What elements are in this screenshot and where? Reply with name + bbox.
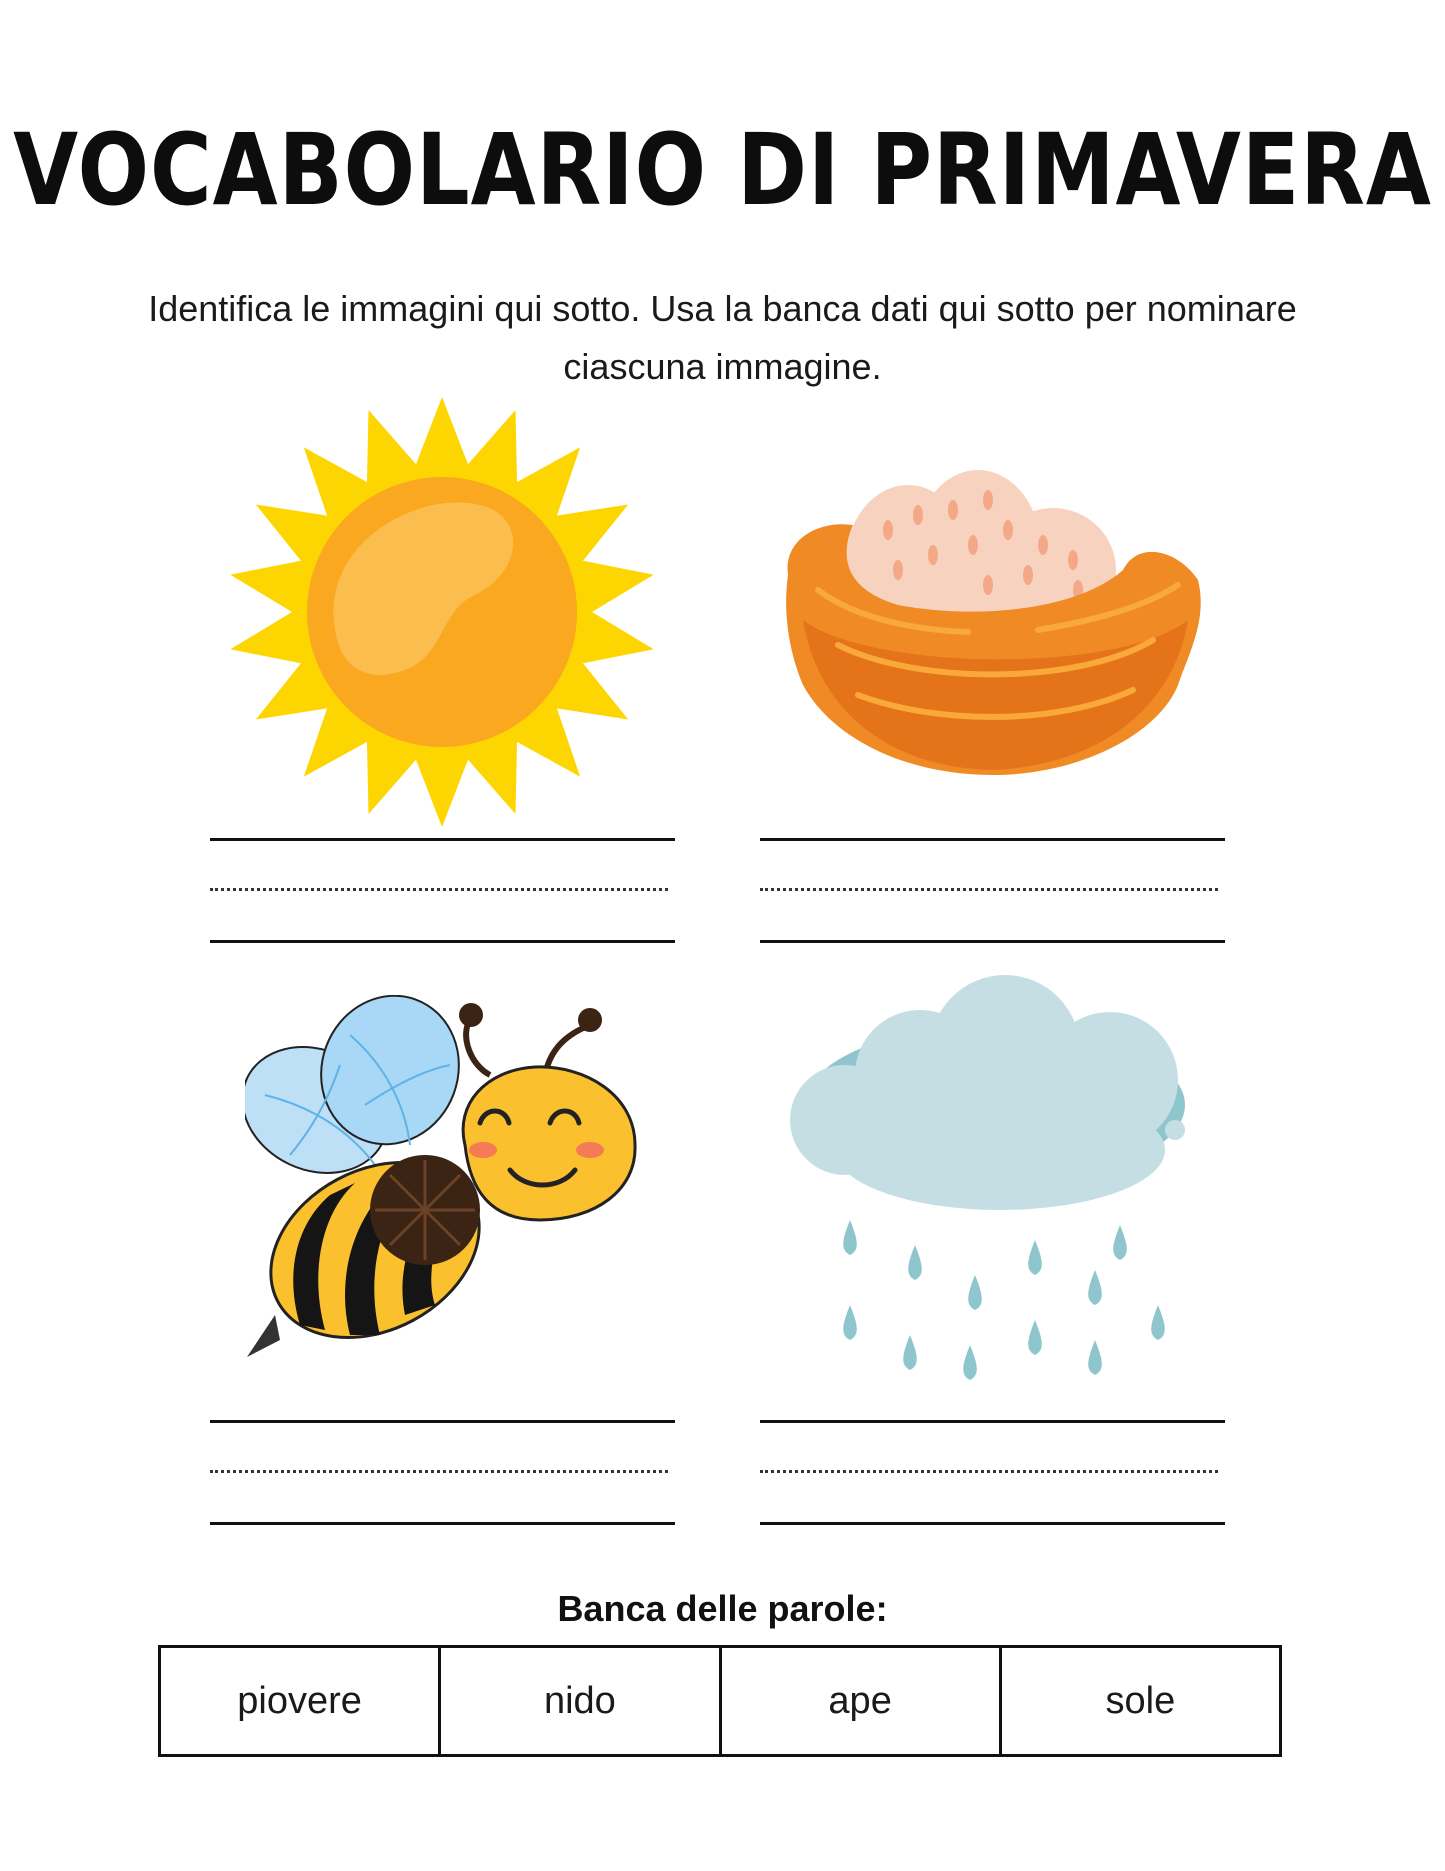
word-bank-cell: ape xyxy=(722,1648,1002,1754)
page-title: VOCABOLARIO DI PRIMAVERA xyxy=(13,112,1432,228)
nest-illustration xyxy=(778,470,1218,790)
answer-lines-sun[interactable] xyxy=(210,838,675,950)
instructions: Identifica le immagini qui sotto. Usa la banca dati qui sotto per nominare ciascuna immagine. xyxy=(148,288,1297,387)
raindrops xyxy=(843,1220,1165,1380)
word-bank-cell: nido xyxy=(441,1648,721,1754)
answer-lines-cloud[interactable] xyxy=(760,1420,1225,1532)
word-bank-cell: sole xyxy=(1105,1679,1176,1722)
sun-illustration xyxy=(225,395,660,830)
word-bank-table xyxy=(158,1645,1282,1757)
bee-illustration xyxy=(245,995,645,1365)
word-bank-cell: piovere xyxy=(161,1648,441,1754)
answer-lines-nest[interactable] xyxy=(760,838,1225,950)
answer-lines-bee[interactable] xyxy=(210,1420,675,1532)
rain-cloud-illustration xyxy=(780,975,1210,1395)
word-bank-label: Banca delle parole: xyxy=(557,1588,888,1629)
